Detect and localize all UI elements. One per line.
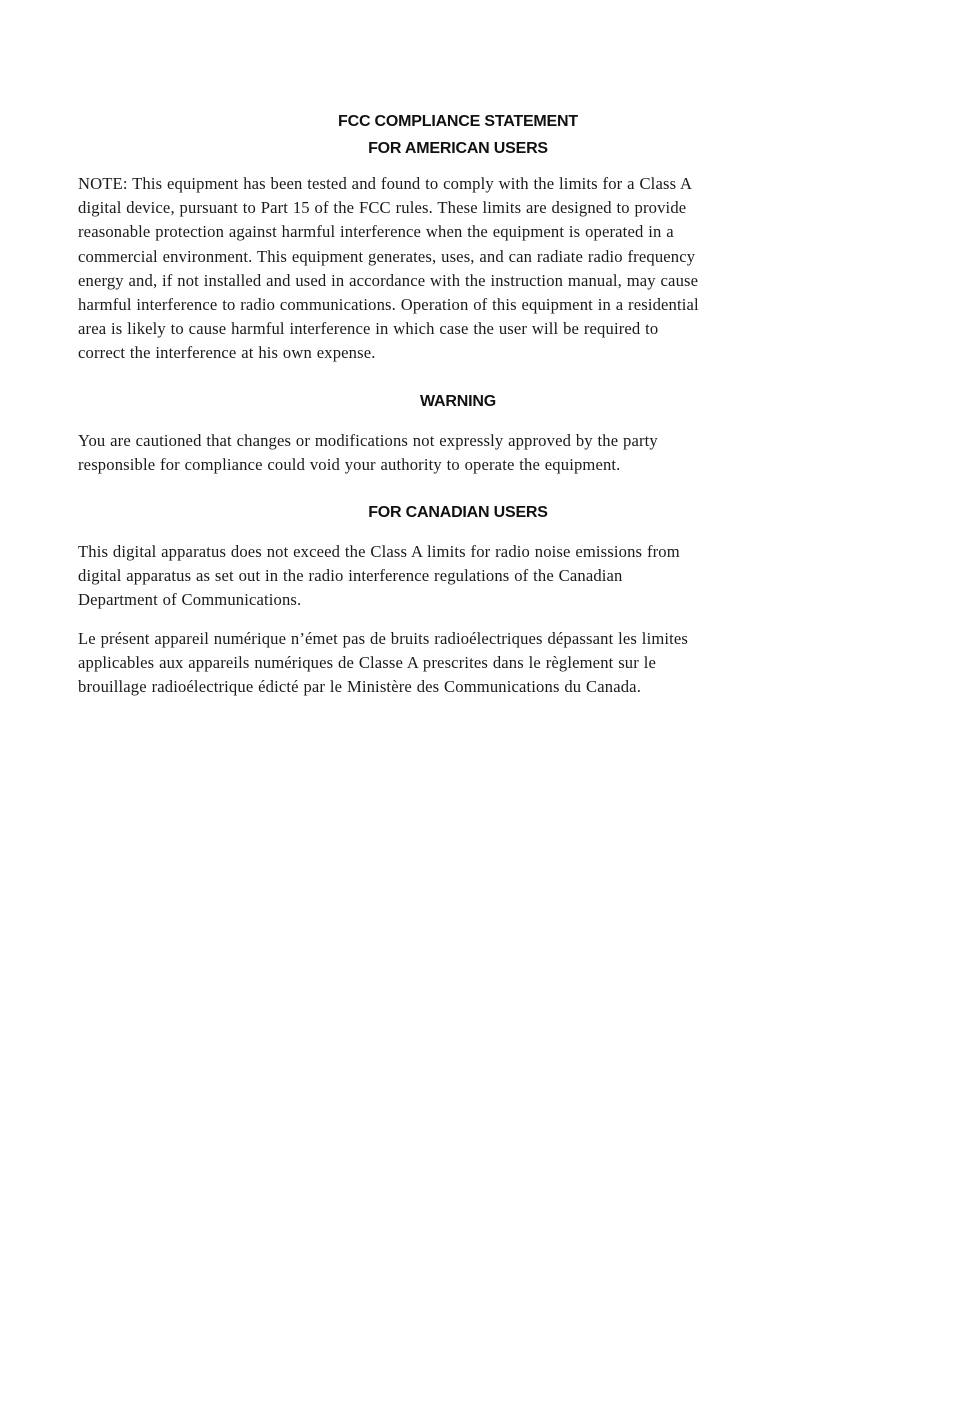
warning-heading: WARNING bbox=[420, 392, 496, 410]
note-line: reasonable protection against harmful interference when the equipment is operated in a bbox=[78, 222, 674, 242]
fcc-heading bbox=[78, 108, 838, 162]
note-line: NOTE: This equipment has been tested and found to comply with the limits for a Class A bbox=[78, 174, 693, 193]
canadian-french-paragraph bbox=[78, 627, 838, 700]
note-line: area is likely to cause harmful interference in which case the user will be required to bbox=[78, 319, 659, 339]
warning-line: You are cautioned that changes or modifications not expressly approved by the party bbox=[78, 430, 658, 450]
canadian-french-line: applicables aux appareils numériques de Classe A prescrites dans le règlement sur le bbox=[78, 652, 656, 672]
fcc-subtitle: FOR AMERICAN USERS bbox=[368, 140, 548, 157]
canadian-english-line: This digital apparatus does not exceed the Class A limits for radio noise emissions from bbox=[78, 542, 680, 562]
fcc-title: FCC COMPLIANCE STATEMENT bbox=[338, 113, 578, 130]
note-line: correct the interference at his own expense. bbox=[78, 343, 376, 363]
canadian-english-paragraph bbox=[78, 540, 838, 613]
canadian-french-line: brouillage radioélectrique édicté par le Ministère des Communications du Canada. bbox=[78, 677, 641, 697]
note-line: energy and, if not installed and used in accordance with the instruction manual, may cause bbox=[78, 270, 699, 290]
canadian-french-line: Le présent appareil numérique n’émet pas de bruits radioélectriques dépassant les limites bbox=[78, 628, 689, 648]
canadian-heading: FOR CANADIAN USERS bbox=[368, 504, 548, 522]
note-line: commercial environment. This equipment generates, uses, and can radiate radio frequency bbox=[78, 246, 696, 266]
note-line: digital device, pursuant to Part 15 of the FCC rules. These limits are designed to provide bbox=[78, 198, 687, 218]
compliance-page bbox=[78, 108, 838, 699]
canadian-english-line: Department of Communications. bbox=[78, 590, 302, 610]
warning-paragraph bbox=[78, 429, 838, 477]
fcc-note-paragraph bbox=[78, 172, 838, 366]
note-line: harmful interference to radio communications. Operation of this equipment in a residential bbox=[78, 295, 699, 315]
canadian-english-line: digital apparatus as set out in the radio interference regulations of the Canadian bbox=[78, 566, 623, 586]
warning-line: responsible for compliance could void your authority to operate the equipment. bbox=[78, 454, 621, 474]
